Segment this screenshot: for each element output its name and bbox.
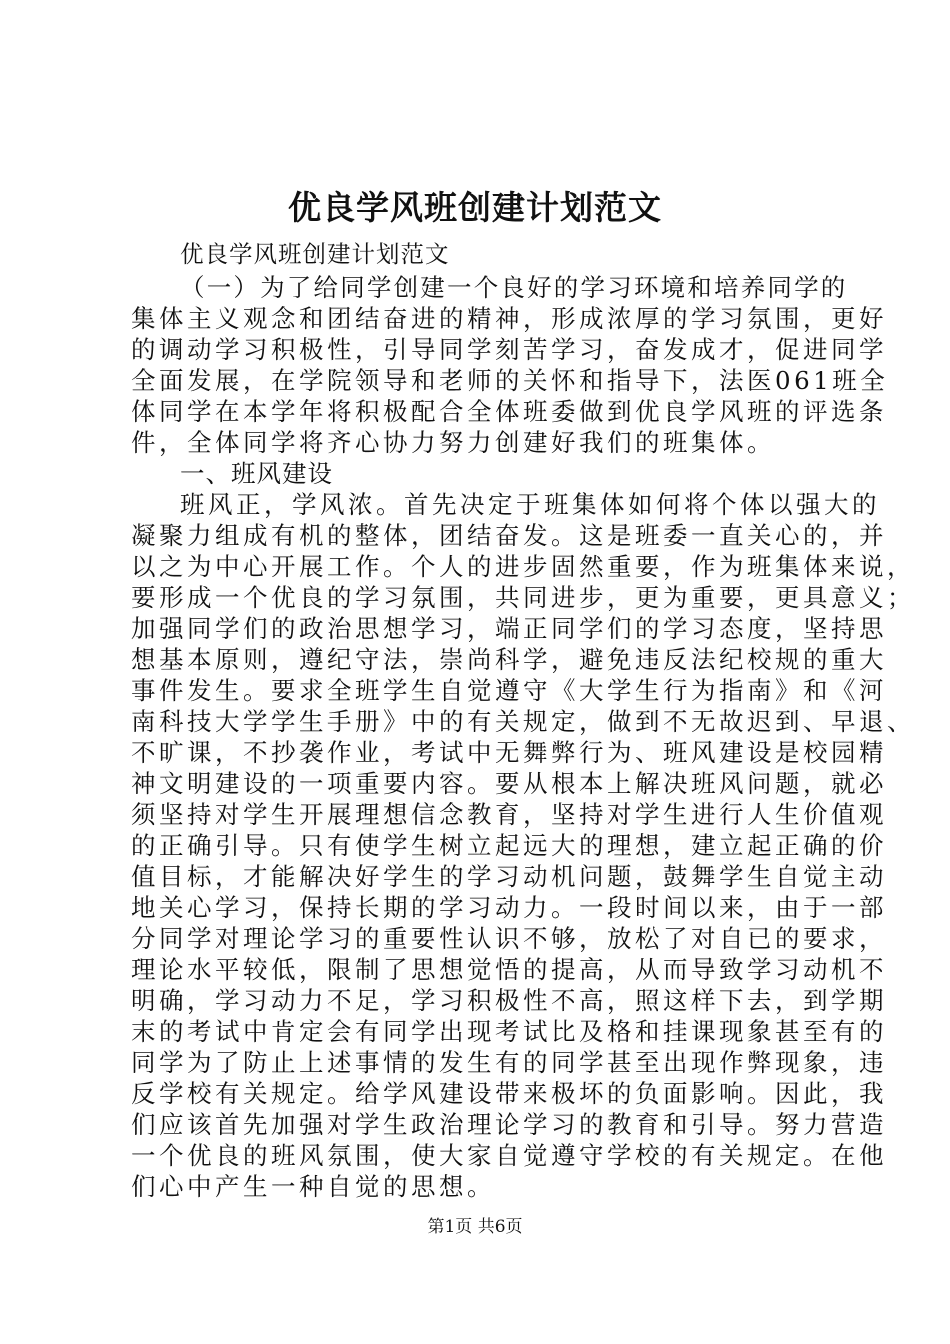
body-line: 明确，学习动力不足，学习积极性不高，照这样下去，到学期 bbox=[131, 986, 887, 1015]
body-line: 分同学对理论学习的重要性认识不够，放松了对自已的要求， bbox=[131, 924, 887, 953]
body-line: 反学校有关规定。给学风建设带来极坏的负面影响。因此，我 bbox=[131, 1079, 887, 1108]
body-line: 想基本原则，遵纪守法，崇尚科学，避免违反法纪校规的重大 bbox=[131, 645, 887, 674]
body-line: 不旷课，不抄袭作业，考试中无舞弊行为、班风建设是校园精 bbox=[131, 738, 887, 767]
body-line: 值目标，才能解决好学生的学习动机问题，鼓舞学生自觉主动 bbox=[131, 862, 887, 891]
body-line: 理论水平较低，限制了思想觉悟的提高，从而导致学习动机不 bbox=[131, 955, 887, 984]
body-line: 的正确引导。只有使学生树立起远大的理想，建立起正确的价 bbox=[131, 831, 887, 860]
body-line: （一）为了给同学创建一个良好的学习环境和培养同学的 bbox=[180, 273, 848, 302]
body-line: 神文明建设的一项重要内容。要从根本上解决班风问题，就必 bbox=[131, 769, 887, 798]
section-heading: 一、班风建设 bbox=[180, 459, 333, 488]
document-subtitle: 优良学风班创建计划范文 bbox=[180, 240, 450, 268]
body-line: 地关心学习，保持长期的学习动力。一段时间以来，由于一部 bbox=[131, 893, 887, 922]
document-title: 优良学风班创建计划范文 bbox=[288, 188, 662, 227]
body-line: 须坚持对学生开展理想信念教育，坚持对学生进行人生价值观 bbox=[131, 800, 887, 829]
body-line: 以之为中心开展工作。个人的进步固然重要，作为班集体来说， bbox=[131, 552, 915, 581]
body-line: 件，全体同学将齐心协力努力创建好我们的班集体。 bbox=[131, 428, 775, 457]
body-line: 全面发展，在学院领导和老师的关怀和指导下，法医061班全 bbox=[131, 366, 889, 395]
body-line: 同学为了防止上述事情的发生有的同学甚至出现作弊现象，违 bbox=[131, 1048, 887, 1077]
body-line: 凝聚力组成有机的整体，团结奋发。这是班委一直关心的，并 bbox=[131, 521, 887, 550]
body-line: 的调动学习积极性，引导同学刻苦学习，奋发成才，促进同学 bbox=[131, 335, 887, 364]
body-line: 们心中产生一种自觉的思想。 bbox=[131, 1172, 495, 1201]
body-line: 南科技大学学生手册》中的有关规定，做到不无故迟到、早退、 bbox=[131, 707, 915, 736]
body-line: 要形成一个优良的学习氛围，共同进步，更为重要，更具意义； bbox=[131, 583, 915, 612]
body-line: 加强同学们的政治思想学习，端正同学们的学习态度，坚持思 bbox=[131, 614, 887, 643]
body-line: 集体主义观念和团结奋进的精神，形成浓厚的学习氛围，更好 bbox=[131, 304, 887, 333]
page-footer: 第1页 共6页 bbox=[427, 1217, 523, 1237]
body-line: 末的考试中肯定会有同学出现考试比及格和挂课现象甚至有的 bbox=[131, 1017, 887, 1046]
body-line: 们应该首先加强对学生政治理论学习的教育和引导。努力营造 bbox=[131, 1110, 887, 1139]
body-line: 体同学在本学年将积极配合全体班委做到优良学风班的评选条 bbox=[131, 397, 887, 426]
body-line: 事件发生。要求全班学生自觉遵守《大学生行为指南》和《河 bbox=[131, 676, 887, 705]
body-line: 一个优良的班风氛围，使大家自觉遵守学校的有关规定。在他 bbox=[131, 1141, 887, 1170]
body-line: 班风正，学风浓。首先决定于班集体如何将个体以强大的 bbox=[180, 490, 880, 519]
